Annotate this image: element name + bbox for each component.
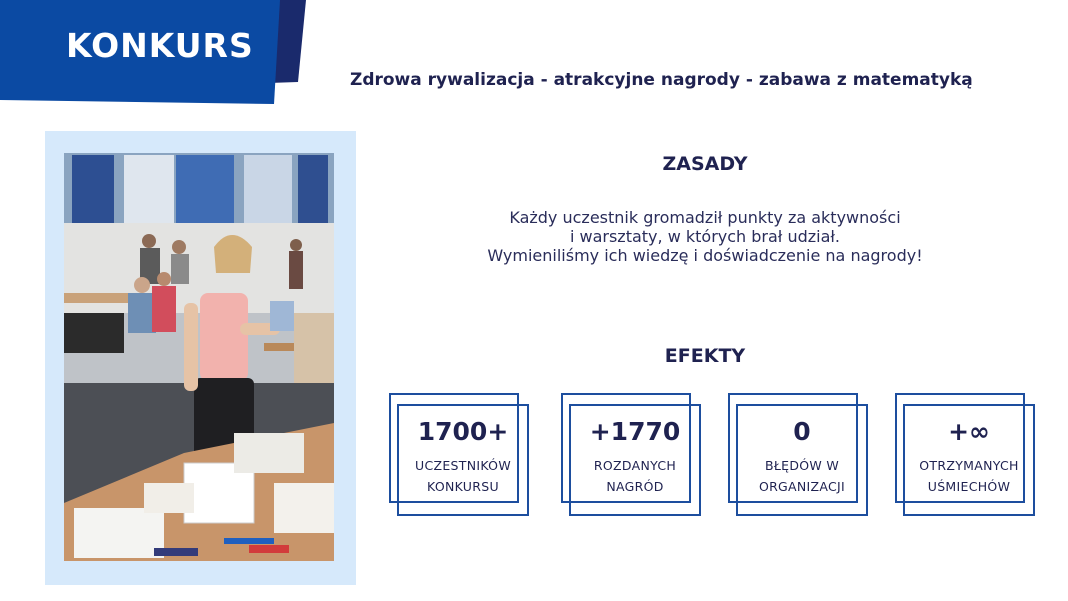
stat-card-participants <box>389 393 531 519</box>
stat-label <box>569 455 701 497</box>
header-banner <box>0 0 310 110</box>
stat-value: +1770 <box>589 417 681 446</box>
page-title: KONKURS <box>66 26 254 65</box>
stat-label-line: UCZESTNIKÓW <box>415 458 511 473</box>
workshop-photo <box>64 153 334 561</box>
stat-label-line: UŚMIECHÓW <box>927 479 1011 494</box>
stat-card-errors <box>728 393 870 519</box>
effects-heading: EFEKTY <box>664 345 746 367</box>
stat-label-line: NAGRÓD <box>606 479 664 494</box>
stat-card-prizes <box>561 393 703 519</box>
rules-heading: ZASADY <box>662 153 748 175</box>
stat-label-line: ROZDANYCH <box>593 458 677 473</box>
rules-line: Wymieniliśmy ich wiedzę i doświadczenie na nagrody! <box>487 246 923 265</box>
stat-label-line: BŁĘDÓW W <box>764 458 840 473</box>
page-subtitle: Zdrowa rywalizacja - atrakcyjne nagrody - zabawa z matematyką <box>350 70 973 90</box>
stat-value: 1700+ <box>417 417 509 446</box>
rules-line: i warsztaty, w których brał udział. <box>569 227 841 246</box>
stat-card-smiles <box>895 393 1037 519</box>
rules-line: Każdy uczestnik gromadził punkty za aktywności <box>509 208 901 227</box>
stat-label-line: OTRZYMANYCH <box>919 458 1019 473</box>
photo-frame <box>45 131 356 585</box>
stat-label-line: ORGANIZACJI <box>758 479 846 494</box>
stat-label <box>903 455 1035 497</box>
stat-value: 0 <box>793 417 811 446</box>
stat-label <box>397 455 529 497</box>
stat-label-line: KONKURSU <box>427 479 499 494</box>
stat-label <box>736 455 868 497</box>
rules-text <box>440 208 970 265</box>
stat-value: +∞ <box>948 417 990 446</box>
